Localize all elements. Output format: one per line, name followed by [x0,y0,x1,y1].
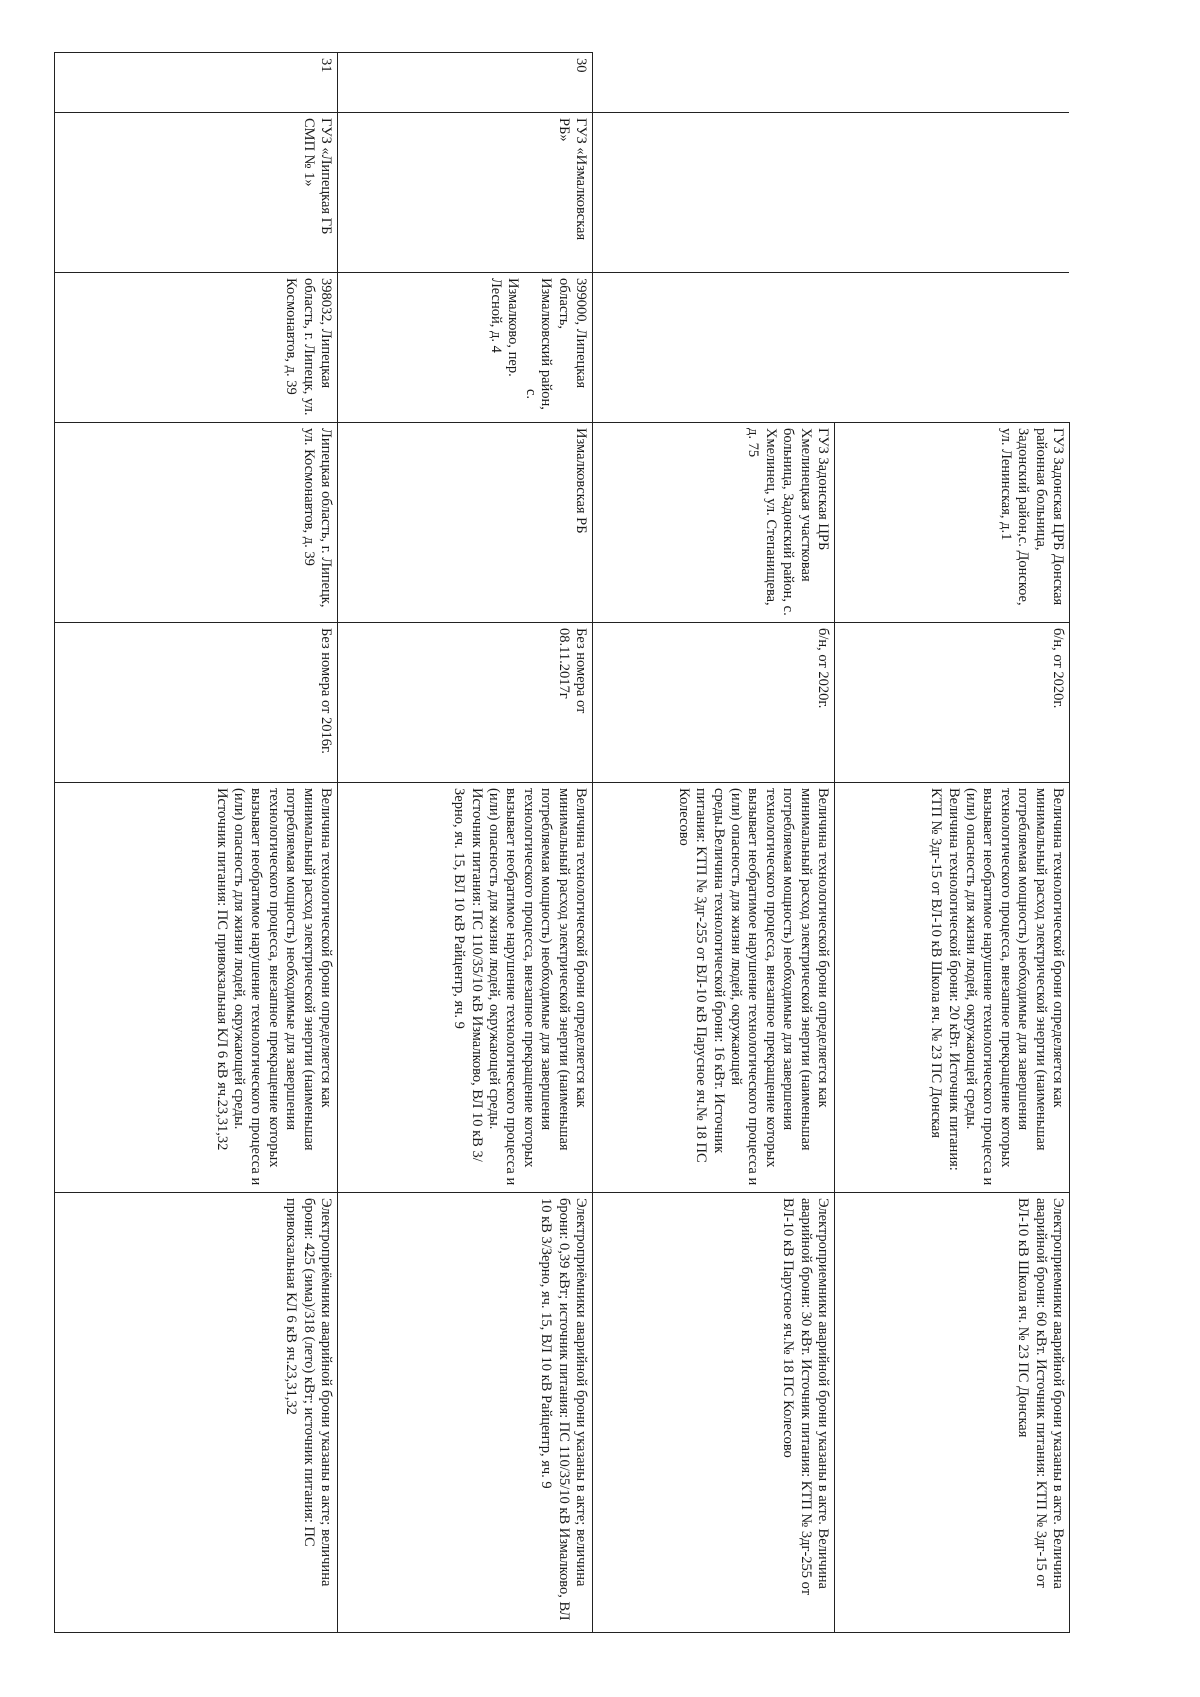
address-line-2: с. [522,388,539,399]
cell-act: б/н, от 2020г. [835,623,1070,783]
cell-tech: Величина технологической брони определяется как минимальный расход электрической энергии (наименьшая потребляемая мощность) необходимые для завершения технологического процесса, внезапное прекращение которых вызывает необратимое нарушение технологического процесса и (или) опасность для жизни людей, окружающей среды. Величина технологической брони: 20 кВт. Источник питания: КТП № 3дг-15 от ВЛ-10 кВ Школа яч. № 23 ПС Донская [835,783,1070,1193]
cell-building: ГУЗ Задонская ЦРБ Донская районная больница, Задонский район,с. Донское, ул. Ленинская, д.1 [835,423,1070,623]
cell-num: 31 [55,53,338,113]
cell-building: Липецкая область, г. Липецк, ул. Космонавтов, д. 39 [55,423,338,623]
table-row [55,53,338,1633]
cell-tech: Величина технологической брони определяется как минимальный расход электрической энергии (наименьшая потребляемая мощность) необходимые для завершения технологического процесса, внезапное прекращение которых вызывает необратимое нарушение технологического процесса и (или) опасность для жизни людей, окружающей среды. Источник питания: ПС 110/35/10 кВ Измалково, ВЛ 10 кВ 3/Зерно, яч. 15, ВЛ 10 кВ Райцентр, яч. 9 [338,783,593,1193]
cell-building: ГУЗ Задонская ЦРБ Хмелинецкая участковая больница, Задонский район, с. Хмелинец, ул. Степанищева, д. 75 [593,423,835,623]
address-line-1: 399000, Липецкая область, Измалковский район, [538,278,589,410]
address-line-3: Измалково, пер. Лесной, д. 4 [488,278,522,377]
cell-act: Без номера от 08.11.2017г [338,623,593,783]
cell-act: б/н, от 2020г. [593,623,835,783]
cell-address: 398032, Липецкая область, г. Липецк, ул. Космонавтов, д. 39 [55,273,338,423]
cell-emergency: Электроприёмники аварийной брони указаны в акте; величина брони: 425 (зима)/318 (лето) кВт; источник питания: ПС привокзальная КЛ 6 кВ яч.23,31,32 [55,1193,338,1633]
cell-emergency: Электроприемники аварийной брони указаны в акте. Величина аварийной брони: 60 кВт. Источник питания: КТП № 3дг-15 от ВЛ-10 кВ Школа яч. № 23 ПС Донская [835,1193,1070,1633]
cell-act: Без номера от 2016г. [55,623,338,783]
cell-address [593,273,1070,423]
cell-name [593,113,1070,273]
cell-address [338,273,593,423]
rotated-table-container [55,52,1070,1632]
cell-building: Измалковская РБ [338,423,593,623]
cell-num: 30 [338,53,593,113]
cell-emergency: Электроприемники аварийной брони указаны в акте. Величина аварийной брони: 30 кВт. Источник питания: КТП № 3дг-255 от ВЛ-10 кВ Парусное яч.№ 18 ПС Колесово [593,1193,835,1633]
table-row [338,53,593,1633]
cell-num [593,53,1070,113]
cell-tech: Величина технологической брони определяется как минимальный расход электрической энергии (наименьшая потребляемая мощность) необходимые для завершения технологического процесса, внезапное прекращение которых вызывает необратимое нарушение технологического процесса и (или) опасность для жизни людей, окружающей среды.Величина технологической брони: 16 кВт. Источник питания: КТП № 3дг-255 от ВЛ-10 кВ Парусное яч.№ 18 ПС Колесово [593,783,835,1193]
table-row [835,53,1070,1633]
cell-name: ГУЗ «Измалковская РБ» [338,113,593,273]
cell-emergency: Электроприёмники аварийной брони указаны в акте; величина брони: 0,39 кВт; источник питания: ПС 110/35/10 кВ Измалково, ВЛ 10 кВ 3/Зерно, яч. 15, ВЛ 10 кВ Райцентр, яч. 9 [338,1193,593,1633]
cell-name: ГУЗ «Липецкая ГБ СМП № 1» [55,113,338,273]
cell-tech: Величина технологической брони определяется как минимальный расход электрической энергии (наименьшая потребляемая мощность) необходимые для завершения технологического процесса, внезапное прекращение которых вызывает необратимое нарушение технологического процесса и (или) опасность для жизни людей, окружающей среды. Источник питания: ПС привокзальная КЛ 6 кВ яч.23,31,32 [55,783,338,1193]
reserve-table [54,52,1070,1633]
